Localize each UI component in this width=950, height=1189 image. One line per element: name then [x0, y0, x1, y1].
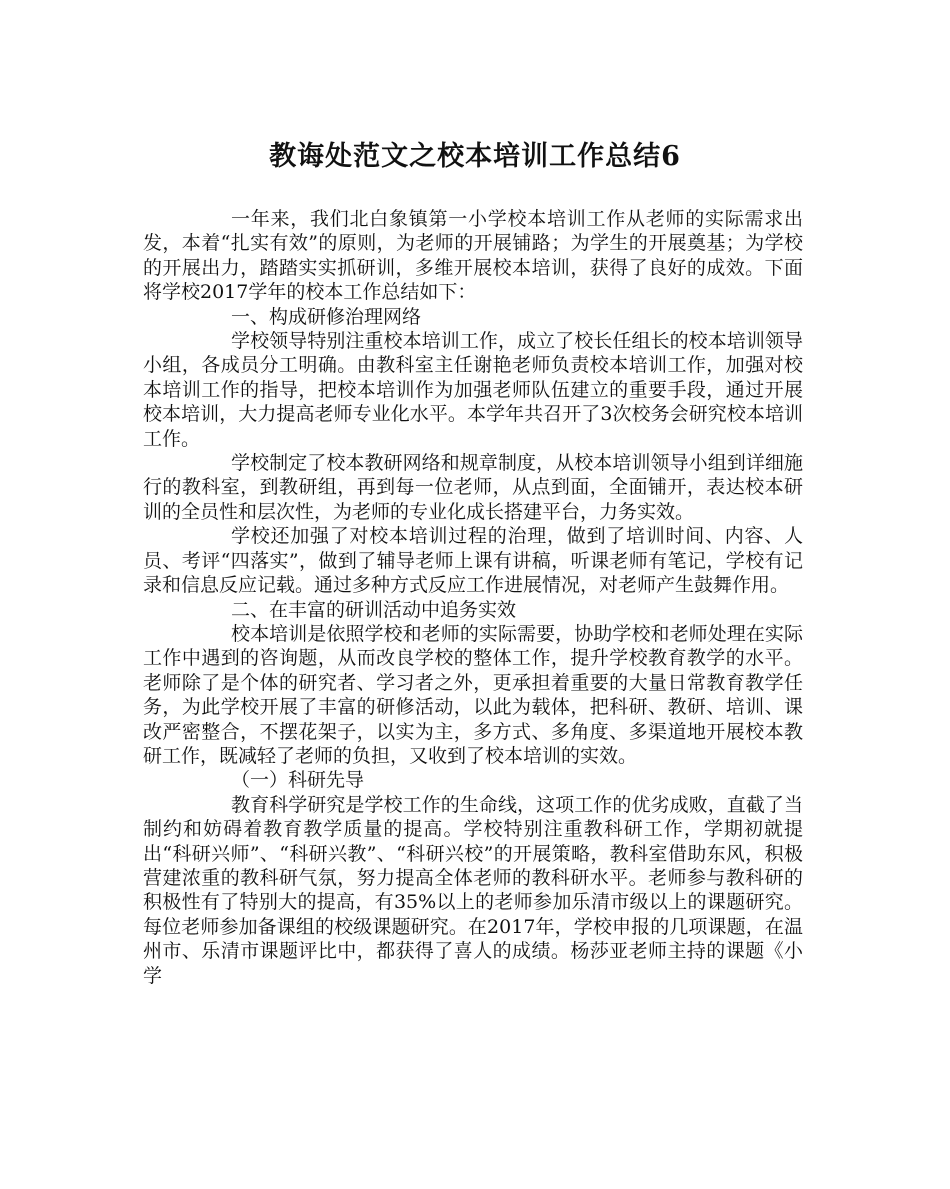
section-heading-2: 二、在丰富的研训活动中追务实效 — [231, 598, 517, 621]
subsection-heading-1: （一）科研先导 — [231, 769, 365, 792]
paragraph: 学校制定了校本教研网络和规章制度，从校本培训领导小组到详细施行的教科室，到教研组，再到每一位老师，从点到面，全面铺开，表达校本研训的全员性和层次性，为老师的专业化成长搭建平台，力务实效。 — [143, 452, 803, 523]
paragraph: 校本培训是依照学校和老师的实际需要，协助学校和老师处理在实际工作中遇到的咨询题，从而改良学校的整体工作，提升学校教育教学的水平。老师除了是个体的研究者、学习者之外，更承担着重要的大量日常教育教学任务，为此学校开展了丰富的研修活动，以此为载体，把科研、教研、培训、课改严密整合，不摆花架子，以实为主，多方式、多角度、多渠道地开展校本教研工作，既减轻了老师的负担，又收到了校本培训的实效。 — [143, 622, 803, 767]
paragraph-intro: 一年来，我们北白象镇第一小学校本培训工作从老师的实际需求出发，本着“扎实有效”的原则，为老师的开展铺路；为学生的开展奠基；为学校的开展出力，踏踏实实抓研训，多维开展校本培训，获得了良好的成效。下面将学校2017学年的校本工作总结如下： — [143, 208, 803, 304]
paragraph: 教育科学研究是学校工作的生命线，这项工作的优劣成败，直截了当制约和妨碍着教育教学质量的提高。学校特别注重教科研工作，学期初就提出“科研兴师”、“科研兴教”、“科研兴校”的开展策略，教科室借助东风，积极营建浓重的教科研气氛，努力提高全体老师的教科研水平。老师参与教科研的积极性有了特别大的提高，有35%以上的老师参加乐清市级以上的课题研究。每位老师参加备课组的校级课题研究。在2017年，学校申报的几项课题，在温州市、乐清市课题评比中，都获得了喜人的成绩。杨莎亚老师主持的课题《小学 — [143, 793, 803, 987]
document-body — [143, 207, 803, 988]
section-heading-1: 一、构成研修治理网络 — [231, 305, 422, 328]
document-title: 教诲处范文之校本培训工作总结6 — [269, 141, 681, 172]
paragraph: 学校还加强了对校本培训过程的治理，做到了培训时间、内容、人员、考评“四落实”，做到了辅导老师上课有讲稿，听课老师有笔记，学校有记录和信息反应记载。通过多种方式反应工作进展情况，对老师产生鼓舞作用。 — [143, 525, 803, 597]
paragraph: 学校领导特别注重校本培训工作，成立了校长任组长的校本培训领导小组，各成员分工明确。由教科室主任谢艳老师负责校本培训工作，加强对校本培训工作的指导，把校本培训作为加强老师队伍建立的重要手段，通过开展校本培训，大力提高老师专业化水平。本学年共召开了3次校务会研究校本培训工作。 — [143, 330, 803, 450]
